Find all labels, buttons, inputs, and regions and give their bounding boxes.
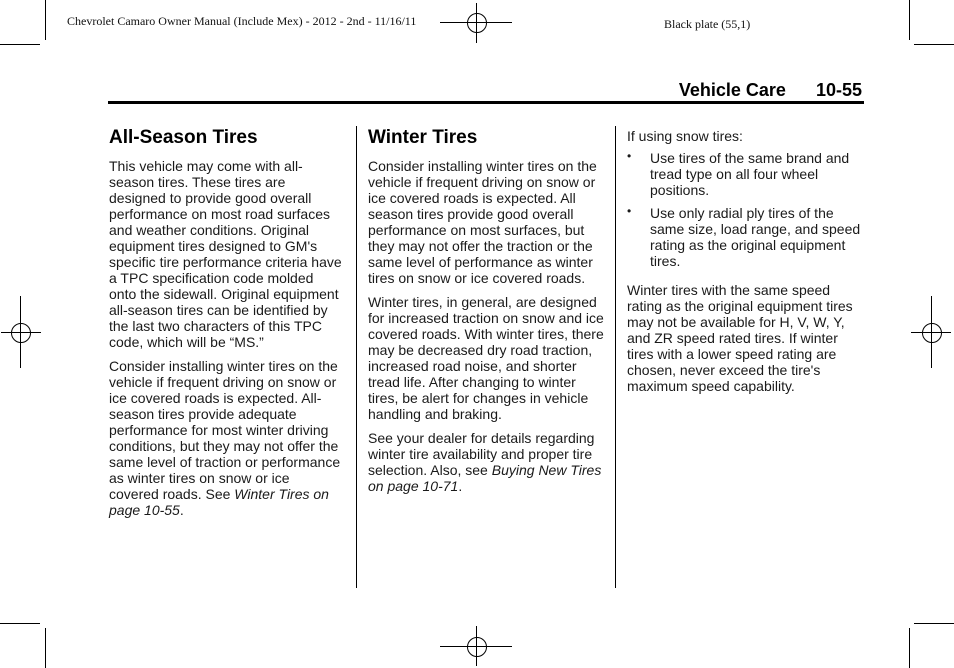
column-snow-tires [627,126,865,402]
all-season-paragraph-1: This vehicle may come with all-season tires. These tires are designed to provide good overall performance on most road surfaces and weather conditions. Original equipment tires designed to GM's specific tire performance criteria have a TPC specification code molded onto the sidewall. Original equipment all-season tires can be identified by the last two characters of this TPC code, which will be “MS.” [109,158,342,350]
bullet-icon: • [627,204,632,218]
snow-tires-paragraph: Winter tires with the same speed rating as the original equipment tires may not be available for H, V, W, Y, and ZR speed rated tires. If winter tires with a lower speed rating are chosen, never exceed the tire's maximum speed capability. [627,282,853,394]
section-title: Vehicle Care [678,80,786,100]
print-slug-left: Chevrolet Camaro Owner Manual (Include Mex) - 2012 - 2nd - 11/16/11 [67,14,417,28]
winter-paragraph-2: Winter tires, in general, are designed for increased traction on snow and ice covered roads. With winter tires, there may be decreased dry road traction, increased road noise, and shorter tread life. After changing to winter tires, be alert for changes in vehicle handling and braking. [368,294,604,422]
bullet-item [627,205,865,269]
bullet-text: Use only radial ply tires of the same size, load range, and speed rating as the original equipment tires. [650,205,861,269]
bullet-icon: • [627,149,632,163]
header-rule [108,101,864,104]
winter-tires-page-link[interactable]: Winter Tires on page 10-55 [109,486,329,518]
registration-mark-bottom [440,626,512,666]
all-season-paragraph-2: Consider installing winter tires on the vehicle if frequent driving on snow or ice covered roads is expected. All-season tires provide adequate performance for most winter driving conditions, but they may not offer the same level of traction or performance as winter tires on snow or ice covered roads. See Winter Tires on page 10-55. [109,358,341,518]
page-number: 10-55 [815,80,862,100]
column-divider-2 [615,126,616,588]
snow-tires-intro: If using snow tires: [627,128,743,144]
bullet-text: Use tires of the same brand and tread type on all four wheel positions. [650,150,850,198]
all-season-tires-heading: All-Season Tires [109,127,258,148]
running-header [679,80,862,101]
winter-paragraph-3: See your dealer for details regarding winter tire availability and proper tire selection. Also, see Buying New Tires on page 10-71. [368,430,602,494]
winter-paragraph-1: Consider installing winter tires on the vehicle if frequent driving on snow or ice covered roads is expected. All season tires provide good overall performance on most surfaces, but they may not offer the traction or the same level of performance as winter tires on snow or ice covered roads. [368,158,597,286]
column-divider-1 [356,126,357,588]
column-all-season-tires [109,126,343,526]
column-winter-tires [368,126,608,502]
registration-mark-right [911,296,951,368]
bullet-item [627,150,865,198]
print-slug-right: Black plate (55,1) [664,17,751,31]
buying-new-tires-page-link[interactable]: Buying New Tires on page 10-71 [368,462,602,494]
winter-tires-heading: Winter Tires [368,127,478,148]
registration-mark-top [440,3,512,43]
registration-mark-left [1,296,41,368]
